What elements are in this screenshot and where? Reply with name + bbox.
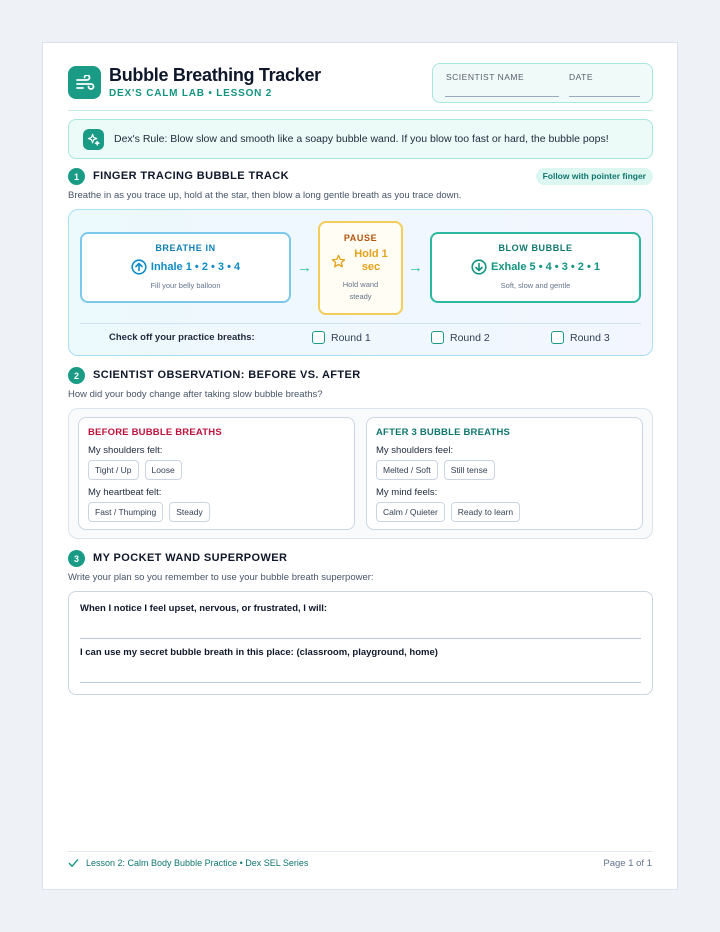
question: My shoulders feel: [376, 445, 454, 456]
breathe-in-step [80, 232, 291, 303]
footer-divider [68, 851, 652, 852]
checkbox-icon[interactable] [312, 331, 325, 344]
round-3-checkbox[interactable] [551, 331, 610, 344]
plan-question: I can use my secret bubble breath in this place: (classroom, playground, home) [80, 647, 438, 658]
rule-banner [68, 119, 653, 159]
option-chip[interactable]: Ready to learn [451, 502, 520, 522]
observation-panel [68, 408, 653, 539]
page-title: Bubble Breathing Tracker [109, 65, 321, 85]
option-chip[interactable]: Steady [169, 502, 209, 522]
question: My heartbeat felt: [88, 487, 162, 498]
section-number: 2 [68, 367, 85, 384]
scientist-name-label: SCIENTIST NAME [446, 72, 525, 82]
after-card [366, 417, 643, 530]
header [68, 63, 653, 110]
round-label: Round 3 [570, 331, 610, 344]
page-subtitle: DEX'S CALM LAB • LESSON 2 [109, 88, 273, 99]
plan-answer-line-1[interactable] [80, 638, 641, 639]
step-hint: Hold wand steady [342, 280, 379, 301]
checkbox-icon[interactable] [551, 331, 564, 344]
step-hint: Soft, slow and gentle [500, 281, 571, 290]
plan-question: When I notice I feel upset, nervous, or frustrated, I will: [80, 603, 328, 614]
option-group [376, 502, 633, 522]
option-group [376, 460, 633, 480]
bubble-track [68, 209, 653, 356]
step-title: PAUSE [343, 233, 378, 243]
step-hint: Fill your belly balloon [150, 281, 221, 290]
blow-bubble-step [430, 232, 641, 303]
section-description: Write your plan so you remember to use your bubble breath superpower: [68, 572, 374, 583]
arrow-right-icon: → [297, 259, 312, 276]
footer-series: Lesson 2: Calm Body Bubble Practice • Dex SEL Series [86, 858, 309, 868]
step-count: Inhale 1 • 2 • 3 • 4 [150, 261, 241, 273]
arrow-up-circle-icon [131, 259, 147, 275]
name-date-box [432, 63, 653, 103]
checkmark-icon [68, 858, 79, 868]
round-1-checkbox[interactable] [312, 331, 371, 344]
header-divider [68, 110, 653, 111]
wind-icon [68, 66, 101, 99]
option-chip[interactable]: Fast / Thumping [88, 502, 163, 522]
section-title: MY POCKET WAND SUPERPOWER [93, 552, 288, 564]
page-number: Page 1 of 1 [603, 858, 652, 869]
checkbox-icon[interactable] [431, 331, 444, 344]
plan-box [68, 591, 653, 695]
option-chip[interactable]: Melted / Soft [376, 460, 438, 480]
step-count: Hold 1 sec [354, 248, 388, 273]
option-group [88, 502, 345, 522]
star-icon [331, 254, 346, 269]
arrow-right-icon: → [408, 259, 423, 276]
instruction-pill: Follow with pointer finger [536, 168, 653, 185]
sparkle-icon [83, 129, 104, 150]
footer-left [68, 858, 308, 868]
arrow-down-circle-icon [471, 259, 487, 275]
date-field[interactable] [569, 96, 640, 97]
option-chip[interactable]: Tight / Up [88, 460, 139, 480]
card-title: BEFORE BUBBLE BREATHS [88, 427, 222, 438]
check-label: Check off your practice breaths: [109, 332, 255, 343]
scientist-name-field[interactable] [445, 96, 559, 97]
pause-step [318, 221, 403, 315]
section-number: 3 [68, 550, 85, 567]
round-label: Round 1 [331, 331, 371, 344]
section-description: How did your body change after taking slow bubble breaths? [68, 389, 323, 400]
option-chip[interactable]: Calm / Quieter [376, 502, 445, 522]
date-label: DATE [569, 72, 594, 82]
section-3-heading [68, 550, 653, 568]
option-chip[interactable]: Still tense [444, 460, 495, 480]
divider [80, 323, 641, 324]
section-number: 1 [68, 168, 85, 185]
section-2-heading [68, 367, 653, 385]
plan-answer-line-2[interactable] [80, 682, 641, 683]
step-title: BREATHE IN [155, 243, 216, 253]
card-title: AFTER 3 BUBBLE BREATHS [376, 427, 511, 438]
step-count: Exhale 5 • 4 • 3 • 2 • 1 [491, 261, 600, 273]
option-group [88, 460, 345, 480]
option-chip[interactable]: Loose [145, 460, 182, 480]
before-card [78, 417, 355, 530]
section-title: FINGER TRACING BUBBLE TRACK [93, 170, 289, 182]
section-1-heading [68, 168, 653, 186]
worksheet-page [42, 42, 678, 890]
section-title: SCIENTIST OBSERVATION: BEFORE VS. AFTER [93, 369, 361, 381]
round-2-checkbox[interactable] [431, 331, 490, 344]
question: My shoulders felt: [88, 445, 163, 456]
rule-text: Dex's Rule: Blow slow and smooth like a soapy bubble wand. If you blow too fast or hard, the bubble pops! [114, 133, 609, 145]
question: My mind feels: [376, 487, 438, 498]
round-label: Round 2 [450, 331, 490, 344]
step-title: BLOW BUBBLE [498, 243, 573, 253]
section-description: Breathe in as you trace up, hold at the star, then blow a long gentle breath as you trace down. [68, 190, 462, 201]
